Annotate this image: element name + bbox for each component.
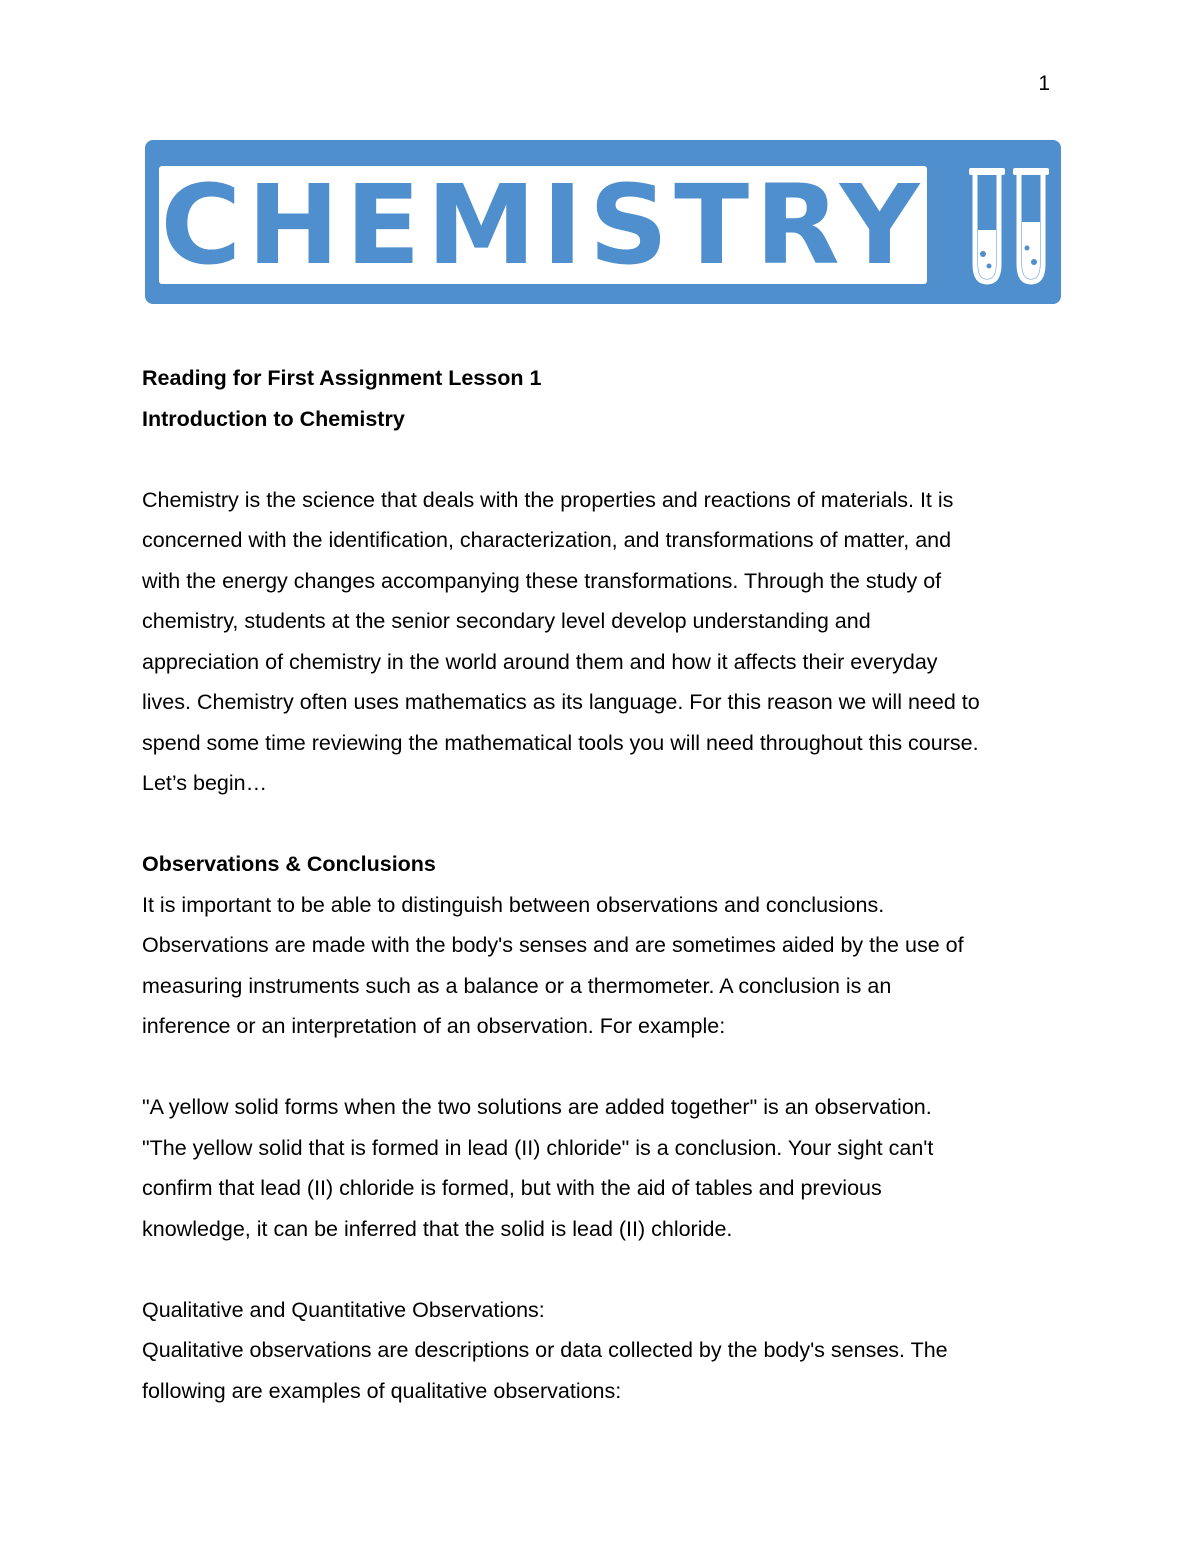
heading-title: Introduction to Chemistry (142, 406, 405, 431)
document-body (142, 358, 1072, 1411)
spacer (142, 1249, 1072, 1290)
observations-line: It is important to be able to distinguish between observations and conclusions. (142, 892, 885, 917)
intro-paragraph (142, 480, 1072, 804)
intro-line: concerned with the identification, characterization, and transformations of matter, and (142, 528, 952, 552)
logo-word-panel (159, 166, 927, 284)
intro-line: lives. Chemistry often uses mathematics as its language. For this reason we will need to (142, 690, 980, 714)
spacer (142, 804, 1072, 845)
qualitative-line: following are examples of qualitative observations: (142, 1378, 622, 1403)
example-line: knowledge, it can be inferred that the solid is lead (II) chloride. (142, 1216, 733, 1241)
test-tubes-icon (967, 168, 1051, 288)
section-title-observations: Observations & Conclusions (142, 852, 436, 876)
heading-assignment: Reading for First Assignment Lesson 1 (142, 366, 542, 390)
spacer (142, 1047, 1072, 1088)
intro-line: with the energy changes accompanying these transformations. Through the study of (142, 568, 942, 593)
qualitative-paragraph (142, 1330, 1072, 1411)
example-line: confirm that lead (II) chloride is formed, but with the aid of tables and previous (142, 1176, 882, 1200)
page-number: 1 (1038, 72, 1050, 95)
section-title-qualitative: Qualitative and Quantitative Observations: (142, 1297, 545, 1322)
intro-line: spend some time reviewing the mathematical tools you will need throughout this course. (142, 730, 979, 755)
intro-line: appreciation of chemistry in the world around them and how it affects their everyday (142, 649, 938, 674)
example-paragraph (142, 1087, 1072, 1249)
qualitative-line: Qualitative observations are descriptions or data collected by the body's senses. The (142, 1338, 948, 1362)
intro-line: chemistry, students at the senior secondary level develop understanding and (142, 609, 871, 633)
intro-line: Chemistry is the science that deals with the properties and reactions of materials. It is (142, 487, 954, 512)
intro-line: Let’s begin… (142, 771, 268, 795)
example-line: "A yellow solid forms when the two solutions are added together" is an observation. (142, 1095, 932, 1119)
observations-line: inference or an interpretation of an observation. For example: (142, 1014, 726, 1038)
observations-line: measuring instruments such as a balance or a thermometer. A conclusion is an (142, 973, 892, 998)
spacer (142, 439, 1072, 480)
example-line: "The yellow solid that is formed in lead (II) chloride" is a conclusion. Your sight can't (142, 1135, 934, 1160)
observations-line: Observations are made with the body's senses and are sometimes aided by the use of (142, 933, 964, 957)
logo-word: CHEMISTRY (160, 166, 926, 284)
chemistry-logo (145, 140, 1061, 304)
observations-paragraph (142, 885, 1072, 1047)
